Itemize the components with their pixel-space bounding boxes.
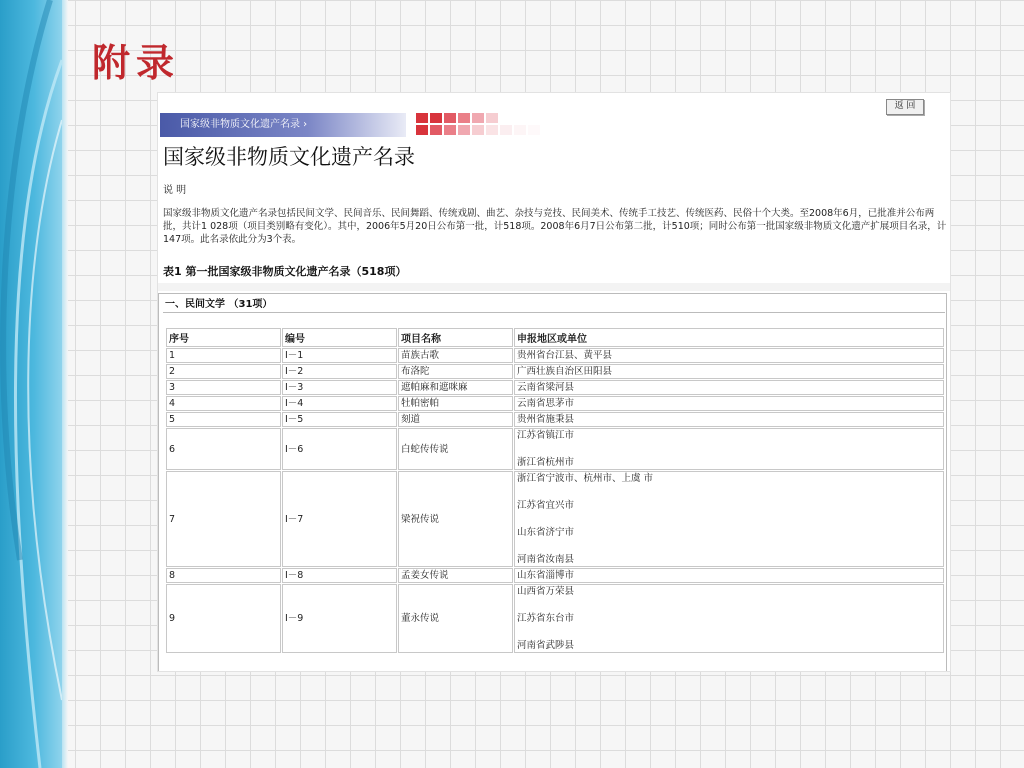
table-row [166,348,944,363]
cell-no: 1 [166,348,281,363]
cell-no: 5 [166,412,281,427]
region-item: 河南省汝南县 [517,554,575,565]
region-item: 浙江省宁波市、杭州市、上虞 市 [517,473,654,484]
document-screenshot [157,92,951,672]
left-decorative-band [0,0,62,768]
heritage-table [165,327,945,654]
cell-regions [514,380,944,395]
cell-code: Ⅰ－7 [282,471,397,567]
cell-name: 白蛇传传说 [398,428,513,470]
explain-text: 国家级非物质文化遗产名录包括民间文学、民间音乐、民间舞蹈、传统戏剧、曲艺、杂技与竞技、民间美术、传统手工技艺、传统医药、民俗十个大类。至2008年6月，已批准并公布两批，共计1 028项（项目类别略有变化）。其中，2006年5月20日公布第一批，计518项。2008年6月7日公布第二批，计510项；同时公布第一批国家级非物质文化遗产扩展项目名录，计147项。此名录依此分为3个表。 [163,208,947,245]
document-title: 国家级非物质文化遗产名录 [163,145,415,169]
region-item: 河南省武陟县 [517,640,575,651]
cell-name: 刻道 [398,412,513,427]
cell-regions [514,364,944,379]
cell-no: 7 [166,471,281,567]
table-header-row [166,328,944,347]
cell-name: 苗族古歌 [398,348,513,363]
cell-no: 6 [166,428,281,470]
table-title: 表1 第一批国家级非物质文化遗产名录（518项） [163,265,407,278]
cell-name: 遮帕麻和遮咪麻 [398,380,513,395]
cell-name: 布洛陀 [398,364,513,379]
cell-code: Ⅰ－9 [282,584,397,653]
table-row [166,364,944,379]
table-row [166,584,944,653]
column-header: 编号 [282,328,397,347]
cell-regions [514,396,944,411]
swoosh-decoration [0,0,62,768]
region-item: 山东省淄博市 [517,570,575,581]
region-item: 山东省济宁市 [517,527,575,538]
region-item: 贵州省台江县、黄平县 [517,350,613,361]
region-item: 山西省万荣县 [517,586,575,597]
region-item: 云南省思茅市 [517,398,575,409]
region-item: 江苏省宜兴市 [517,500,575,511]
region-item: 云南省梁河县 [517,382,575,393]
cell-regions [514,348,944,363]
section-divider [163,312,945,313]
region-item: 广西壮族自治区田阳县 [517,366,613,377]
table-row [166,380,944,395]
cell-code: Ⅰ－4 [282,396,397,411]
region-item: 江苏省镇江市 [517,430,575,441]
cell-no: 8 [166,568,281,583]
table-row [166,428,944,470]
table-row [166,471,944,567]
column-header: 序号 [166,328,281,347]
cell-name: 孟姜女传说 [398,568,513,583]
cell-regions [514,412,944,427]
section-heading: 一、民间文学 （31项） [165,299,273,310]
region-item: 贵州省施秉县 [517,414,575,425]
back-button[interactable]: 返 回 [886,99,924,115]
cell-code: Ⅰ－3 [282,380,397,395]
region-item: 浙江省杭州市 [517,457,575,468]
section-gap [158,283,950,291]
side-edge-fade [62,0,68,768]
column-header: 申报地区或单位 [514,328,944,347]
cell-name: 董永传说 [398,584,513,653]
header-banner: 国家级非物质文化遗产名录 › [160,113,406,137]
cell-name: 牡帕密帕 [398,396,513,411]
cell-code: Ⅰ－8 [282,568,397,583]
cell-no: 3 [166,380,281,395]
cell-regions [514,568,944,583]
explain-heading: 说 明 [163,185,187,196]
cell-no: 4 [166,396,281,411]
column-header: 项目名称 [398,328,513,347]
slide-title: 附录 [92,40,181,85]
cell-code: Ⅰ－5 [282,412,397,427]
cell-no: 2 [166,364,281,379]
cell-no: 9 [166,584,281,653]
table-row [166,396,944,411]
region-item: 江苏省东台市 [517,613,575,624]
table-row [166,412,944,427]
cell-regions [514,471,944,567]
cell-code: Ⅰ－6 [282,428,397,470]
table-row [166,568,944,583]
cell-code: Ⅰ－1 [282,348,397,363]
cell-code: Ⅰ－2 [282,364,397,379]
cell-regions [514,428,944,470]
cell-regions [514,584,944,653]
cell-name: 梁祝传说 [398,471,513,567]
